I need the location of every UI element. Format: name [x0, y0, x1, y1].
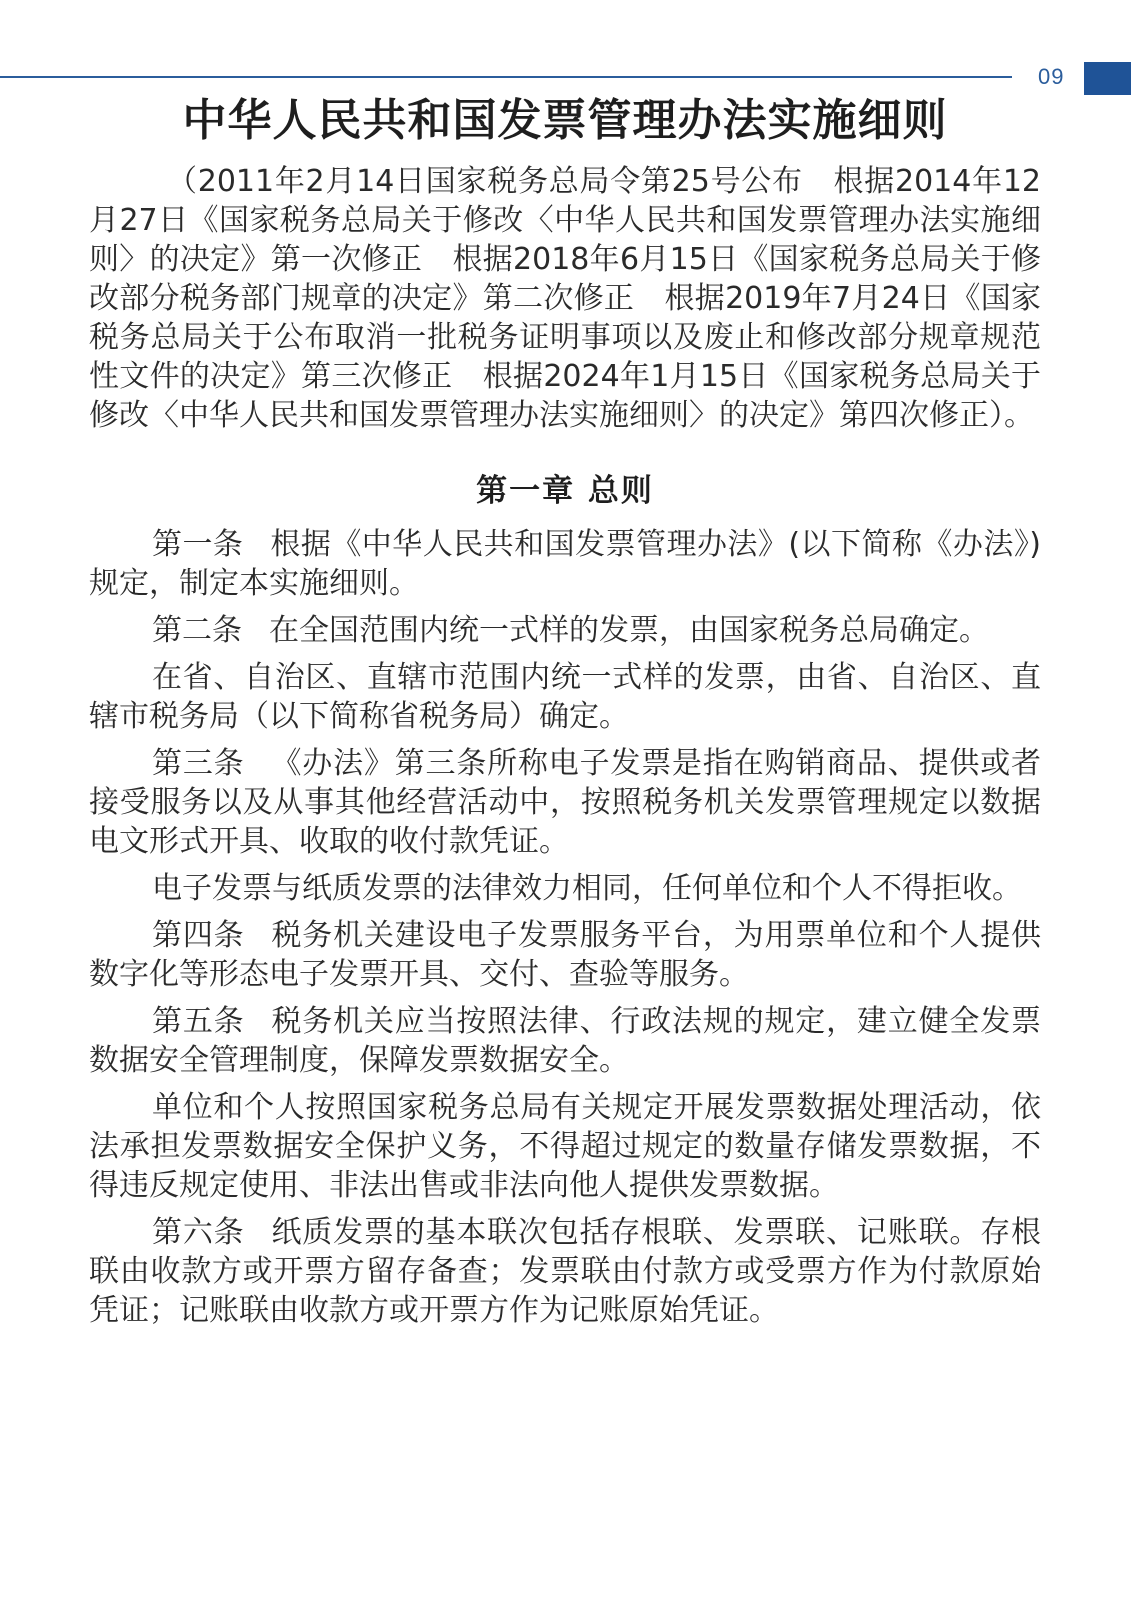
article-paragraph: [89, 916, 1041, 994]
paragraph-text: 税务机关建设电子发票服务平台，为用票单位和个人提供数字化等形态电子发票开具、交付、查验等服务。: [89, 918, 1042, 992]
article-number: 第五条: [152, 1004, 245, 1039]
article-number: 第四条: [152, 918, 245, 953]
paragraph-text: 纸质发票的基本联次包括存根联、发票联、记账联。存根联由收款方或开票方留存备查；发票联由付款方或受票方作为付款原始凭证；记账联由收款方或开票方作为记账原始凭证。: [89, 1215, 1042, 1328]
document-title: 中华人民共和国发票管理办法实施细则: [182, 95, 948, 146]
chapter-heading: 第一章 总则: [476, 473, 654, 509]
continuation-paragraph: [89, 1088, 1041, 1205]
article-paragraph: [89, 611, 1041, 650]
paragraph-text: 单位和个人按照国家税务总局有关规定开展发票数据处理活动，依法承担发票数据安全保护义务，不得超过规定的数量存储发票数据，不得违反规定使用、非法出售或非法向他人提供发票数据。: [89, 1090, 1041, 1203]
document-body: [89, 92, 1041, 1338]
article-paragraph: [89, 525, 1041, 603]
article-number: 第六条: [152, 1215, 245, 1250]
paragraph-text: 《办法》第三条所称电子发票是指在购销商品、提供或者接受服务以及从事其他经营活动中，按照税务机关发票管理规定以数据电文形式开具、收取的收付款凭证。: [89, 746, 1042, 859]
article-paragraph: [89, 1002, 1041, 1080]
article-paragraph: [89, 744, 1041, 861]
article-number: 第二条: [152, 613, 242, 648]
continuation-paragraph: [89, 658, 1041, 736]
paragraph-text: 电子发票与纸质发票的法律效力相同，任何单位和个人不得拒收。: [152, 871, 1022, 906]
article-number: 第一条: [152, 527, 244, 562]
paragraph-text: 在全国范围内统一式样的发票，由国家税务总局确定。: [269, 613, 989, 648]
paragraph-text: 根据《中华人民共和国发票管理办法》(以下简称《办法》)规定，制定本实施细则。: [89, 527, 1041, 601]
paragraph-text: 在省、自治区、直辖市范围内统一式样的发票，由省、自治区、直辖市税务局（以下简称省税务局）确定。: [89, 660, 1041, 734]
header-rule: [0, 76, 1012, 78]
preamble: （2011年2月14日国家税务总局令第25号公布 根据2014年12月27日《国家税务总局关于修改〈中华人民共和国发票管理办法实施细则〉的决定》第一次修正 根据2018年6月15日《国家税务总局关于修改部分税务部门规章的决定》第二次修正 根据2019年7月24日《国家税务总局关于公布取消一批税务证明事项以及废止和修改部分规章规范性文件的决定》第三次修正 根据2024年1月15日《国家税务总局关于修改〈中华人民共和国发票管理办法实施细则〉的决定》第四次修正）。: [89, 164, 1041, 433]
page-number: 09: [1038, 64, 1065, 89]
article-paragraph: [89, 1213, 1041, 1330]
article-number: 第三条: [152, 746, 245, 781]
page-tab-marker: [1084, 62, 1131, 95]
continuation-paragraph: [89, 869, 1041, 908]
paragraph-text: 税务机关应当按照法律、行政法规的规定，建立健全发票数据安全管理制度，保障发票数据安全。: [89, 1004, 1042, 1078]
